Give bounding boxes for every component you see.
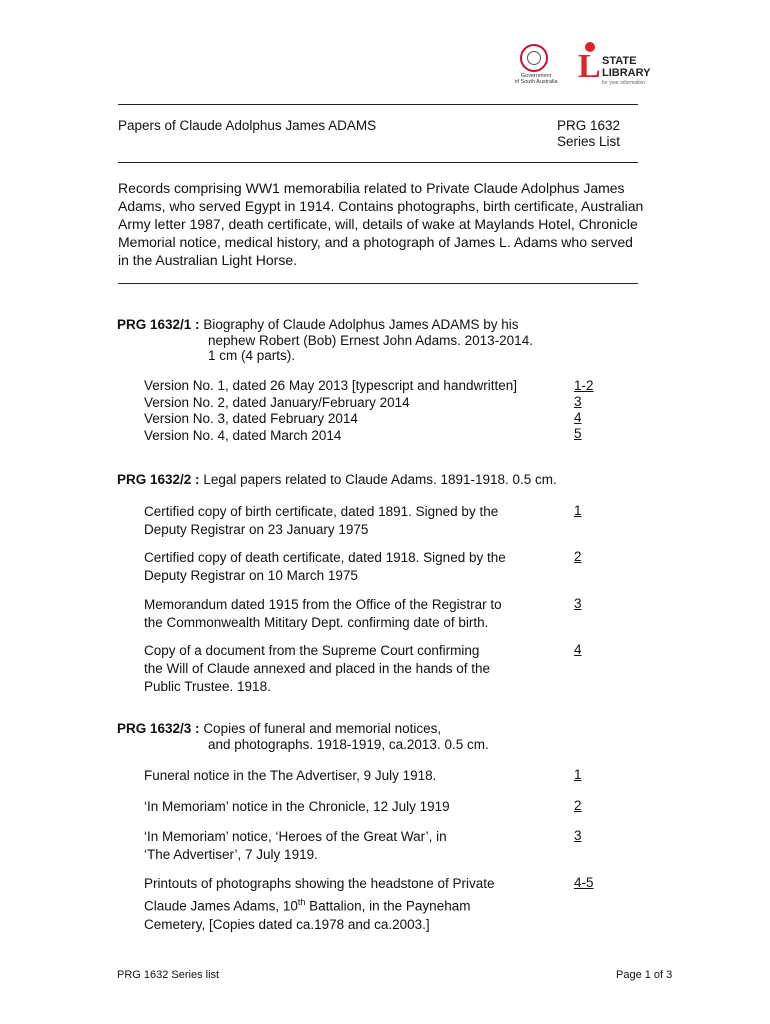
- list-item: Version No. 3, dated February 2014: [144, 411, 358, 426]
- series-id: PRG 1632/3 :: [117, 721, 200, 736]
- item-ref: 5: [574, 426, 582, 441]
- government-of-south-australia-logo: [512, 44, 572, 90]
- series-description-cont: and photographs. 1918-1919, ca.2013. 0.5 cm.: [208, 737, 489, 752]
- list-item: Copy of a document from the Supreme Court confirming the Will of Claude annexed and placed in the hands of the Public Trustee. 1918.: [144, 643, 490, 694]
- series-extent: 1 cm (4 parts).: [208, 348, 296, 363]
- series-entry-2-heading: [117, 471, 557, 489]
- series-id: PRG 1632/2 :: [117, 472, 200, 487]
- item-ref: 1: [574, 503, 582, 518]
- collection-ref: PRG 1632: [557, 118, 621, 133]
- series-description: Legal papers related to Claude Adams. 1891-1918. 0.5 cm.: [203, 472, 557, 487]
- list-item: Certified copy of death certificate, dated 1918. Signed by the Deputy Registrar on 10 March 1975: [144, 550, 506, 583]
- list-item: Printouts of photographs showing the headstone of Private Claude James Adams, 10th Battalion, in the Payneham Cemetery, [Copies dated ca.1978 and ca.2003.]: [144, 876, 495, 932]
- item-ref: 4: [574, 410, 582, 425]
- item-list: [144, 378, 517, 444]
- series-description: Copies of funeral and memorial notices,: [203, 721, 442, 736]
- series-description-cont: nephew Robert (Bob) Ernest John Adams. 2013-2014.: [208, 333, 533, 348]
- gov-logo-line2: of South Australia: [514, 79, 558, 85]
- list-item: ‘In Memoriam’ notice, ‘Heroes of the Great War’, in ‘The Advertiser’, 7 July 1919.: [144, 829, 447, 862]
- divider: [118, 283, 638, 284]
- library-tagline: for your information: [602, 80, 646, 86]
- item-ref: 3: [574, 394, 582, 409]
- document-title: Papers of Claude Adolphus James ADAMS: [118, 118, 377, 133]
- item-ref: 1-2: [574, 378, 594, 393]
- list-item: Version No. 4, dated March 2014: [144, 427, 342, 443]
- item-ref: 2: [574, 549, 582, 564]
- series-id: PRG 1632/1 :: [117, 317, 200, 332]
- list-item: Funeral notice in the The Advertiser, 9 July 1918.: [144, 768, 437, 783]
- list-item: Certified copy of birth certificate, dated 1891. Signed by the Deputy Registrar on 23 January 1975: [144, 504, 499, 537]
- item-ref: 3: [574, 828, 582, 843]
- divider: [118, 162, 638, 163]
- page-number: Page 1 of 3: [616, 969, 673, 981]
- intro-paragraph: Records comprising WW1 memorabilia related to Private Claude Adolphus James Adams, who served Egypt in 1914. Contains photographs, birth certificate, Australian Army letter 1987, death certificate, will, details of wake at Maylands Hotel, Chronicle Memorial notice, medical history, and a photograph of James L. Adams who served in the Australian Light Horse.: [118, 180, 644, 268]
- gov-logo-line1: Government: [520, 73, 552, 79]
- list-item: Version No. 2, dated January/February 2014: [144, 394, 410, 410]
- list-item: Memorandum dated 1915 from the Office of the Registrar to the Commonwealth Mititary Dept. confirming date of birth.: [144, 597, 502, 630]
- item-ref: 4-5: [574, 875, 594, 890]
- state-library-logo: [578, 40, 688, 90]
- library-logo-line2: LIBRARY: [602, 67, 651, 79]
- gov-crest-icon: [520, 44, 548, 72]
- library-l-icon: L: [578, 48, 601, 85]
- item-ref: 4: [574, 642, 582, 657]
- document-subtitle: Series List: [557, 134, 621, 149]
- footer-left: PRG 1632 Series list: [117, 969, 220, 981]
- library-logo-line1: STATE: [602, 55, 637, 67]
- list-item: ‘In Memoriam’ notice in the Chronicle, 12 July 1919: [144, 799, 450, 814]
- series-description: Biography of Claude Adolphus James ADAMS by his: [203, 317, 519, 332]
- list-item: Version No. 1, dated 26 May 2013 [typescript and handwritten]: [144, 378, 517, 393]
- divider: [118, 104, 638, 105]
- item-ref: 1: [574, 767, 582, 782]
- item-ref: 2: [574, 798, 582, 813]
- item-ref: 3: [574, 596, 582, 611]
